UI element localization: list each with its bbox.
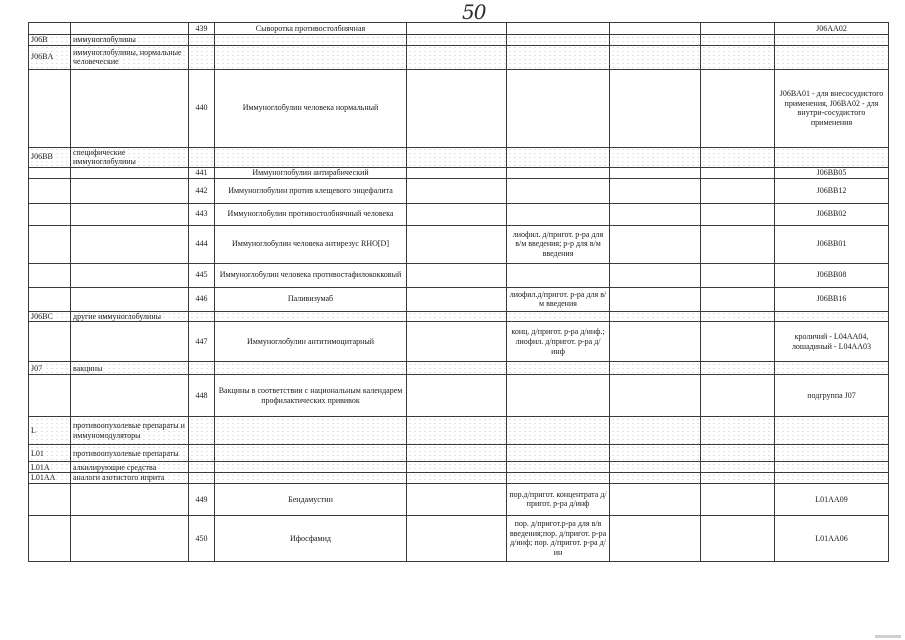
blank-cell bbox=[610, 515, 701, 561]
atc-group-name-cell bbox=[71, 322, 189, 362]
atc-group-name-cell bbox=[71, 69, 189, 147]
atc-group-code-cell: L01AA bbox=[29, 473, 71, 484]
drug-name-cell bbox=[215, 417, 407, 445]
blank-cell bbox=[610, 417, 701, 445]
atc-group-code-cell bbox=[29, 287, 71, 311]
blank-cell bbox=[610, 45, 701, 69]
table-row bbox=[29, 263, 889, 287]
atc-group-name-cell bbox=[71, 287, 189, 311]
atc-group-code-cell bbox=[29, 375, 71, 417]
row-number-cell: 450 bbox=[189, 515, 215, 561]
table-row bbox=[29, 203, 889, 225]
atc-code-cell: L01AA09 bbox=[775, 483, 889, 515]
blank-cell bbox=[610, 69, 701, 147]
atc-group-code-cell bbox=[29, 225, 71, 263]
blank-cell bbox=[407, 362, 507, 375]
blank-cell bbox=[610, 287, 701, 311]
drug-name-cell: Бендамустин bbox=[215, 483, 407, 515]
blank-cell bbox=[610, 375, 701, 417]
drug-table bbox=[28, 22, 889, 562]
blank-cell bbox=[701, 35, 775, 46]
blank-cell bbox=[407, 263, 507, 287]
section-row bbox=[29, 35, 889, 46]
blank-cell bbox=[610, 35, 701, 46]
atc-group-code-cell: L01 bbox=[29, 445, 71, 462]
atc-group-name-cell bbox=[71, 23, 189, 35]
blank-cell bbox=[407, 483, 507, 515]
blank-cell bbox=[701, 445, 775, 462]
dosage-form-cell bbox=[507, 462, 610, 473]
row-number-cell: 440 bbox=[189, 69, 215, 147]
dosage-form-cell bbox=[507, 445, 610, 462]
blank-cell bbox=[701, 483, 775, 515]
atc-code-cell bbox=[775, 462, 889, 473]
atc-group-name-cell bbox=[71, 178, 189, 203]
blank-cell bbox=[407, 225, 507, 263]
atc-group-code-cell bbox=[29, 203, 71, 225]
drug-name-cell: Вакцины в соответствии с национальным календарем профилактических прививок bbox=[215, 375, 407, 417]
atc-group-code-cell: J06B bbox=[29, 35, 71, 46]
dosage-form-cell bbox=[507, 263, 610, 287]
atc-group-name-cell bbox=[71, 515, 189, 561]
atc-code-cell bbox=[775, 147, 889, 167]
table-row bbox=[29, 483, 889, 515]
drug-name-cell: Сыворотка противостолбнячная bbox=[215, 23, 407, 35]
dosage-form-cell bbox=[507, 473, 610, 484]
atc-group-name-cell: иммуноглобулины, нормальные человеческие bbox=[71, 45, 189, 69]
atc-code-cell: J06BB16 bbox=[775, 287, 889, 311]
blank-cell bbox=[610, 473, 701, 484]
row-number-cell: 446 bbox=[189, 287, 215, 311]
drug-name-cell: Иммуноглобулин антирабический bbox=[215, 167, 407, 178]
row-number-cell bbox=[189, 417, 215, 445]
section-row bbox=[29, 311, 889, 322]
atc-group-name-cell: алкилирующие средства bbox=[71, 462, 189, 473]
table-row bbox=[29, 69, 889, 147]
blank-cell bbox=[407, 417, 507, 445]
blank-cell bbox=[701, 322, 775, 362]
blank-cell bbox=[407, 311, 507, 322]
atc-code-cell bbox=[775, 311, 889, 322]
blank-cell bbox=[701, 225, 775, 263]
row-number-cell: 442 bbox=[189, 178, 215, 203]
atc-code-cell: J06AA02 bbox=[775, 23, 889, 35]
blank-cell bbox=[610, 167, 701, 178]
atc-group-name-cell: аналоги азотистого иприта bbox=[71, 473, 189, 484]
blank-cell bbox=[407, 462, 507, 473]
dosage-form-cell bbox=[507, 69, 610, 147]
atc-group-code-cell: L01A bbox=[29, 462, 71, 473]
atc-group-code-cell: J07 bbox=[29, 362, 71, 375]
drug-name-cell bbox=[215, 445, 407, 462]
blank-cell bbox=[701, 417, 775, 445]
blank-cell bbox=[407, 178, 507, 203]
atc-group-name-cell: противоопухолевые препараты и иммуномодуляторы bbox=[71, 417, 189, 445]
row-number-cell bbox=[189, 362, 215, 375]
blank-cell bbox=[701, 23, 775, 35]
row-number-cell bbox=[189, 35, 215, 46]
row-number-cell: 449 bbox=[189, 483, 215, 515]
blank-cell bbox=[407, 322, 507, 362]
table-row bbox=[29, 515, 889, 561]
atc-code-cell bbox=[775, 445, 889, 462]
atc-group-name-cell: специфические иммуноглобулины bbox=[71, 147, 189, 167]
blank-cell bbox=[610, 445, 701, 462]
row-number-cell bbox=[189, 445, 215, 462]
blank-cell bbox=[610, 178, 701, 203]
blank-cell bbox=[701, 147, 775, 167]
blank-cell bbox=[701, 462, 775, 473]
row-number-cell: 443 bbox=[189, 203, 215, 225]
blank-cell bbox=[701, 69, 775, 147]
drug-name-cell bbox=[215, 35, 407, 46]
blank-cell bbox=[610, 483, 701, 515]
section-row bbox=[29, 45, 889, 69]
drug-name-cell: Иммуноглобулин человека нормальный bbox=[215, 69, 407, 147]
blank-cell bbox=[701, 45, 775, 69]
dosage-form-cell bbox=[507, 147, 610, 167]
drug-name-cell: Ифосфамид bbox=[215, 515, 407, 561]
blank-cell bbox=[407, 147, 507, 167]
blank-cell bbox=[610, 311, 701, 322]
blank-cell bbox=[701, 375, 775, 417]
blank-cell bbox=[701, 311, 775, 322]
atc-group-code-cell: J06BC bbox=[29, 311, 71, 322]
blank-cell bbox=[610, 462, 701, 473]
atc-group-name-cell bbox=[71, 263, 189, 287]
blank-cell bbox=[701, 167, 775, 178]
blank-cell bbox=[407, 445, 507, 462]
atc-code-cell: J06BB08 bbox=[775, 263, 889, 287]
dosage-form-cell: лиофил.д/пригот. р-ра для в/м введения bbox=[507, 287, 610, 311]
atc-group-code-cell: L bbox=[29, 417, 71, 445]
row-number-cell bbox=[189, 473, 215, 484]
dosage-form-cell: конц. д/пригот. р-ра д/инф.; лиофил. д/пригот. р-ра д/инф bbox=[507, 322, 610, 362]
atc-code-cell: подгруппа J07 bbox=[775, 375, 889, 417]
row-number-cell bbox=[189, 311, 215, 322]
row-number-cell: 441 bbox=[189, 167, 215, 178]
atc-group-name-cell: иммуноглобулины bbox=[71, 35, 189, 46]
section-row bbox=[29, 462, 889, 473]
atc-code-cell: J06BB01 bbox=[775, 225, 889, 263]
row-number-cell: 445 bbox=[189, 263, 215, 287]
blank-cell bbox=[407, 35, 507, 46]
dosage-form-cell bbox=[507, 362, 610, 375]
dosage-form-cell bbox=[507, 23, 610, 35]
atc-group-name-cell: другие иммуноглобулины bbox=[71, 311, 189, 322]
drug-name-cell bbox=[215, 462, 407, 473]
blank-cell bbox=[701, 263, 775, 287]
blank-cell bbox=[610, 362, 701, 375]
blank-cell bbox=[407, 45, 507, 69]
blank-cell bbox=[610, 23, 701, 35]
atc-group-code-cell bbox=[29, 322, 71, 362]
atc-group-name-cell bbox=[71, 225, 189, 263]
section-row bbox=[29, 362, 889, 375]
dosage-form-cell: пор. д/пригот.р-ра для в/в введения;пор. д/пригот. р-ра д/инф; пор. д/пригот. р-ра д/ин bbox=[507, 515, 610, 561]
blank-cell bbox=[610, 147, 701, 167]
section-row bbox=[29, 417, 889, 445]
atc-code-cell bbox=[775, 417, 889, 445]
blank-cell bbox=[407, 375, 507, 417]
atc-group-code-cell bbox=[29, 167, 71, 178]
drug-name-cell bbox=[215, 311, 407, 322]
atc-group-name-cell bbox=[71, 167, 189, 178]
blank-cell bbox=[407, 23, 507, 35]
row-number-cell: 447 bbox=[189, 322, 215, 362]
blank-cell bbox=[407, 515, 507, 561]
atc-group-code-cell bbox=[29, 263, 71, 287]
dosage-form-cell: пор.д/пригот. концентрата д/пригот. р-ра д/инф bbox=[507, 483, 610, 515]
atc-group-code-cell bbox=[29, 69, 71, 147]
blank-cell bbox=[701, 473, 775, 484]
blank-cell bbox=[407, 203, 507, 225]
blank-cell bbox=[610, 263, 701, 287]
atc-group-code-cell bbox=[29, 178, 71, 203]
dosage-form-cell: лиофил. д/пригот. р-ра для в/м введения; р-р для в/м введения bbox=[507, 225, 610, 263]
blank-cell bbox=[407, 287, 507, 311]
atc-group-name-cell bbox=[71, 375, 189, 417]
dosage-form-cell bbox=[507, 311, 610, 322]
atc-group-code-cell bbox=[29, 23, 71, 35]
blank-cell bbox=[407, 167, 507, 178]
row-number-cell: 448 bbox=[189, 375, 215, 417]
row-number-cell: 444 bbox=[189, 225, 215, 263]
drug-name-cell bbox=[215, 147, 407, 167]
table-row bbox=[29, 375, 889, 417]
atc-code-cell: кроличий - L04AA04, лошадиный - L04AA03 bbox=[775, 322, 889, 362]
atc-code-cell: J06BB05 bbox=[775, 167, 889, 178]
atc-code-cell bbox=[775, 35, 889, 46]
blank-cell bbox=[701, 287, 775, 311]
section-row bbox=[29, 147, 889, 167]
atc-code-cell: J06BB12 bbox=[775, 178, 889, 203]
blank-cell bbox=[701, 362, 775, 375]
dosage-form-cell bbox=[507, 375, 610, 417]
atc-group-code-cell bbox=[29, 515, 71, 561]
drug-name-cell: Паливизумаб bbox=[215, 287, 407, 311]
drug-name-cell bbox=[215, 45, 407, 69]
blank-cell bbox=[407, 69, 507, 147]
drug-name-cell: Иммуноглобулин противостолбнячный человека bbox=[215, 203, 407, 225]
drug-name-cell bbox=[215, 473, 407, 484]
drug-name-cell: Иммуноглобулин антитимоцитарный bbox=[215, 322, 407, 362]
blank-cell bbox=[610, 225, 701, 263]
atc-group-name-cell bbox=[71, 203, 189, 225]
row-number-cell bbox=[189, 147, 215, 167]
atc-group-code-cell: J06BA bbox=[29, 45, 71, 69]
page-number: 50 bbox=[462, 0, 486, 24]
atc-code-cell: J06BB02 bbox=[775, 203, 889, 225]
blank-cell bbox=[407, 473, 507, 484]
table-body bbox=[29, 23, 889, 562]
dosage-form-cell bbox=[507, 417, 610, 445]
dosage-form-cell bbox=[507, 167, 610, 178]
dosage-form-cell bbox=[507, 178, 610, 203]
atc-group-code-cell: J06BB bbox=[29, 147, 71, 167]
atc-group-name-cell: противоопухолевые препараты bbox=[71, 445, 189, 462]
table-row bbox=[29, 287, 889, 311]
scan-artifact bbox=[875, 635, 901, 638]
blank-cell bbox=[701, 178, 775, 203]
dosage-form-cell bbox=[507, 203, 610, 225]
atc-group-code-cell bbox=[29, 483, 71, 515]
blank-cell bbox=[701, 515, 775, 561]
table-row bbox=[29, 23, 889, 35]
atc-group-name-cell: вакцины bbox=[71, 362, 189, 375]
blank-cell bbox=[610, 203, 701, 225]
drug-name-cell: Иммуноглобулин против клещевого энцефалита bbox=[215, 178, 407, 203]
table-row bbox=[29, 322, 889, 362]
table-row bbox=[29, 178, 889, 203]
table-row bbox=[29, 167, 889, 178]
row-number-cell bbox=[189, 45, 215, 69]
drug-name-cell: Иммуноглобулин человека противостафилококковый bbox=[215, 263, 407, 287]
atc-code-cell bbox=[775, 362, 889, 375]
atc-code-cell bbox=[775, 45, 889, 69]
dosage-form-cell bbox=[507, 45, 610, 69]
section-row bbox=[29, 473, 889, 484]
row-number-cell bbox=[189, 462, 215, 473]
drug-name-cell bbox=[215, 362, 407, 375]
atc-code-cell bbox=[775, 473, 889, 484]
atc-code-cell: L01AA06 bbox=[775, 515, 889, 561]
blank-cell bbox=[610, 322, 701, 362]
drug-name-cell: Иммуноглобулин человека антирезус RHO[D] bbox=[215, 225, 407, 263]
dosage-form-cell bbox=[507, 35, 610, 46]
blank-cell bbox=[701, 203, 775, 225]
atc-group-name-cell bbox=[71, 483, 189, 515]
row-number-cell: 439 bbox=[189, 23, 215, 35]
atc-code-cell: J06BA01 - для внесосудистого применения, J06BA02 - для внутри-сосудистого применения bbox=[775, 69, 889, 147]
table-row bbox=[29, 225, 889, 263]
section-row bbox=[29, 445, 889, 462]
